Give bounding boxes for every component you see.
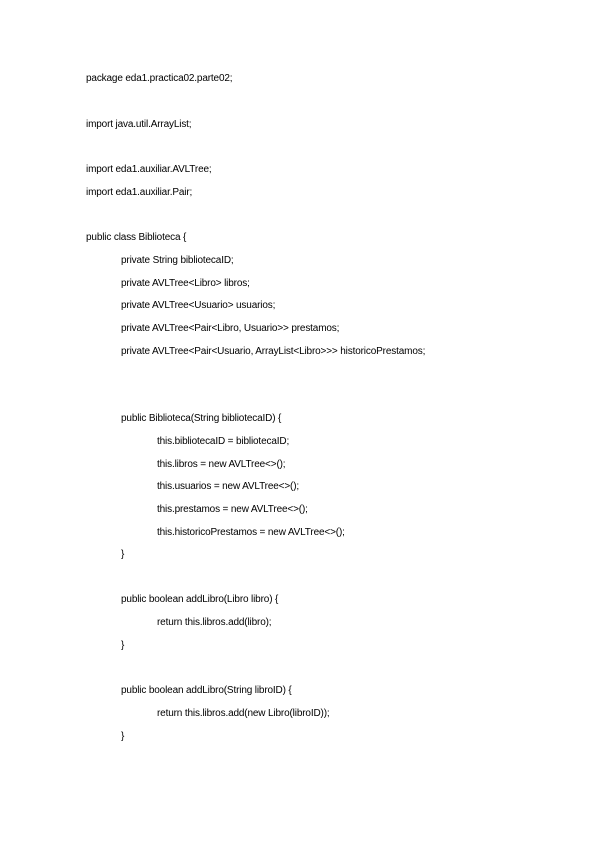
import-avltree: import eda1.auxiliar.AVLTree; bbox=[86, 164, 212, 175]
package-declaration: package eda1.practica02.parte02; bbox=[86, 73, 233, 84]
method-addlibro-libro-closing-brace: } bbox=[121, 640, 125, 651]
method-addlibro-string-closing-brace: } bbox=[121, 731, 125, 742]
field-bibliotecaid: private String bibliotecaID; bbox=[121, 255, 234, 266]
constructor-closing-brace: } bbox=[121, 549, 125, 560]
constructor-assign-prestamos: this.prestamos = new AVLTree<>(); bbox=[157, 504, 308, 515]
method-addlibro-libro-return: return this.libros.add(libro); bbox=[157, 617, 272, 628]
constructor-assign-usuarios: this.usuarios = new AVLTree<>(); bbox=[157, 481, 300, 492]
field-libros: private AVLTree<Libro> libros; bbox=[121, 278, 250, 289]
method-addlibro-string-declaration: public boolean addLibro(String libroID) { bbox=[121, 685, 292, 696]
import-arraylist: import java.util.ArrayList; bbox=[86, 119, 192, 130]
class-declaration: public class Biblioteca { bbox=[86, 232, 187, 243]
constructor-assign-id: this.bibliotecaID = bibliotecaID; bbox=[157, 436, 290, 447]
method-addlibro-libro-declaration: public boolean addLibro(Libro libro) { bbox=[121, 594, 279, 605]
constructor-assign-historico: this.historicoPrestamos = new AVLTree<>(); bbox=[157, 527, 345, 538]
field-historico-prestamos: private AVLTree<Pair<Usuario, ArrayList<Libro>>> historicoPrestamos; bbox=[121, 346, 426, 357]
method-addlibro-string-return: return this.libros.add(new Libro(libroID)); bbox=[157, 708, 330, 719]
constructor-assign-libros: this.libros = new AVLTree<>(); bbox=[157, 459, 286, 470]
field-usuarios: private AVLTree<Usuario> usuarios; bbox=[121, 300, 276, 311]
import-pair: import eda1.auxiliar.Pair; bbox=[86, 187, 193, 198]
field-prestamos: private AVLTree<Pair<Libro, Usuario>> prestamos; bbox=[121, 323, 340, 334]
constructor-declaration: public Biblioteca(String bibliotecaID) { bbox=[121, 413, 282, 424]
